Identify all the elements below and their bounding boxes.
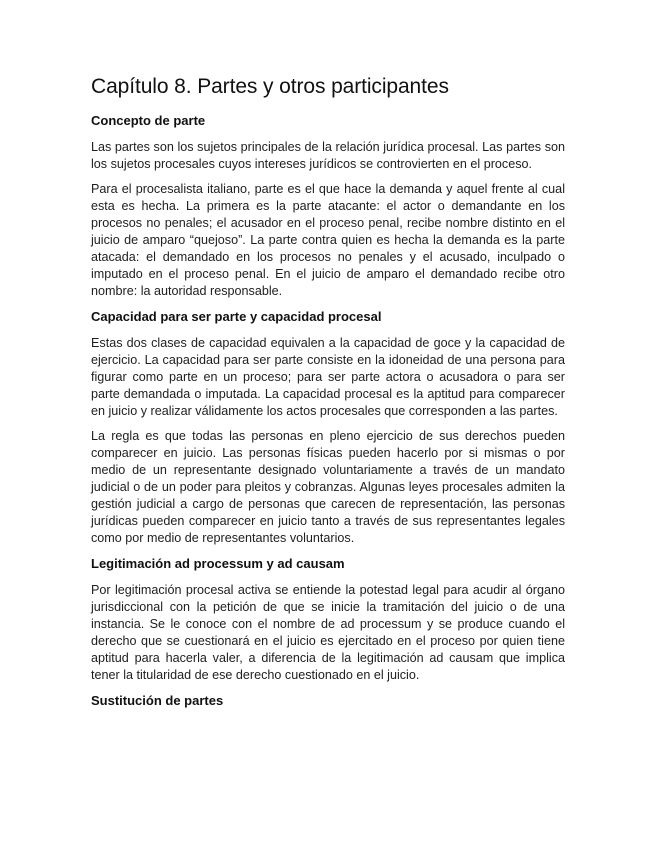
section-heading-sustitucion: Sustitución de partes	[91, 693, 224, 708]
chapter-title: Capítulo 8. Partes y otros participantes	[91, 75, 449, 98]
paragraph: Las partes son los sujetos principales de la relación jurídica procesal. Las partes son los sujetos procesales cuyos intereses jurídicos se controvierten en el proceso.	[91, 140, 565, 171]
section-heading-capacidad: Capacidad para ser parte y capacidad procesal	[91, 309, 382, 324]
paragraph: Para el procesalista italiano, parte es el que hace la demanda y aquel frente al cual esta es hecha. La primera es la parte atacante: el actor o demandante en los procesos no penales; el acusador en el proceso penal, recibe nombre distinto en el juicio de amparo “quejoso”. La parte contra quien es hecha la demanda es la parte atacada: el demandado en los procesos no penales y el acusado, inculpado o imputado en el proceso penal. En el juicio de amparo el demandado recibe otro nombre: la autoridad responsable.	[91, 182, 565, 298]
paragraph: Estas dos clases de capacidad equivalen a la capacidad de goce y la capacidad de ejercicio. La capacidad para ser parte consiste en la idoneidad de una persona para figurar como parte en un proceso; para ser parte actora o acusadora o para ser parte demandada o imputada. La capacidad procesal es la aptitud para comparecer en juicio y realizar válidamente los actos procesales que corresponden a las partes.	[91, 336, 565, 418]
paragraph: Por legitimación procesal activa se entiende la potestad legal para acudir al órgano jurisdiccional con la petición de que se inicie la tramitación del juicio o de una instancia. Se le conoce con el nombre de ad processum y se produce cuando el derecho que se cuestionará en el juicio es ejercitado en el proceso por quien tiene aptitud para hacerla valer, a diferencia de la legitimación ad causam que implica tener la titularidad de ese derecho cuestionado en el juicio.	[91, 583, 565, 682]
section-heading-concepto-de-parte: Concepto de parte	[91, 113, 206, 128]
paragraph: La regla es que todas las personas en pleno ejercicio de sus derechos pueden comparecer en juicio. Las personas físicas pueden hacerlo por si mismas o por medio de un representante designado voluntariamente a través de un mandato judicial o de un poder para pleitos y cobranzas. Algunas leyes procesales admiten la gestión judicial a cargo de personas que carecen de representación, las personas jurídicas pueden comparecer en juicio tanto a través de sus representantes legales como por medio de representantes voluntarios.	[91, 429, 565, 545]
section-heading-legitimacion: Legitimación ad processum y ad causam	[91, 556, 345, 571]
document-page	[91, 74, 565, 719]
